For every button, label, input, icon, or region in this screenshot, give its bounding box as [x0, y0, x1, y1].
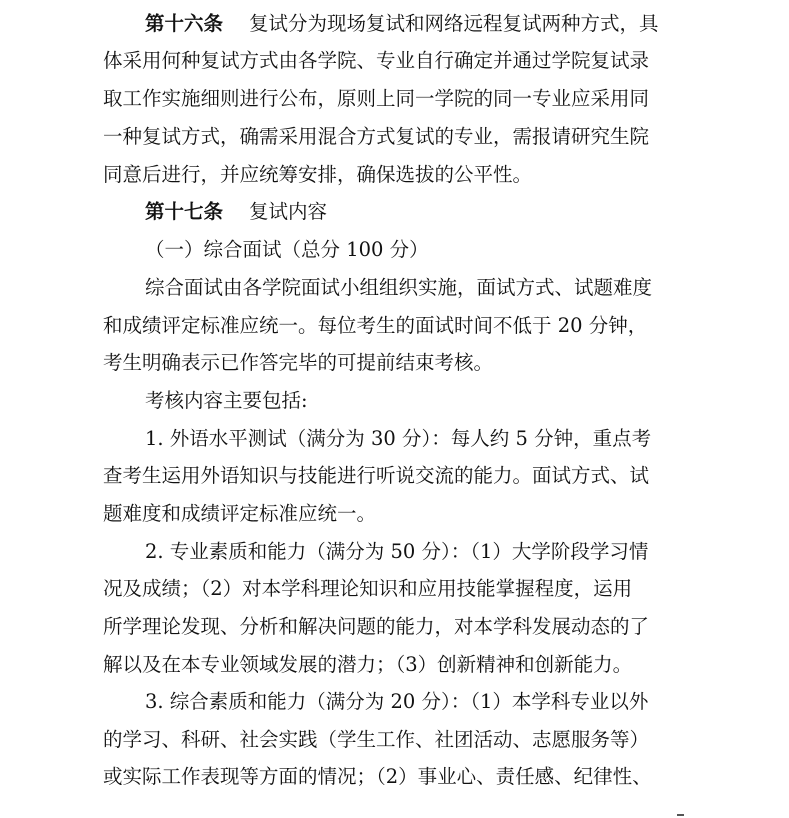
article17-title: 复试内容 [249, 200, 328, 223]
contents-intro: 考核内容主要包括: [145, 389, 308, 412]
page-edge-mark [677, 814, 684, 816]
article16-line-3: 取工作实施细则进行公布，原则上同一学院的同一专业应采用同 [103, 87, 650, 110]
item1-line-2: 查考生运用外语知识与技能进行听说交流的能力。面试方式、试 [103, 464, 650, 487]
article16-line-1 [145, 11, 659, 37]
article16-line-2: 体采用何种复试方式由各学院、专业自行确定并通过学院复试录 [103, 49, 650, 72]
article17-heading-line [145, 199, 327, 225]
article16-line-5: 同意后进行，并应统筹安排，确保选拔的公平性。 [103, 163, 533, 186]
article16-text-1: 复试分为现场复试和网络远程复试两种方式，具 [249, 12, 659, 35]
item2-line-3: 所学理论发现、分析和解决问题的能力，对本学科发展动态的了 [103, 615, 650, 638]
item1-line-3: 题难度和成绩评定标准应统一。 [103, 502, 377, 525]
intro-line-3: 考生明确表示已作答完毕的可提前结束考核。 [103, 351, 494, 374]
article17-subheading: （一）综合面试（总分 100 分） [145, 238, 429, 261]
item3-line-1: 3. 综合素质和能力（满分为 20 分）：（1）本学科专业以外 [145, 690, 649, 713]
item2-line-2: 况及成绩；（2）对本学科理论知识和应用技能掌握程度，运用 [103, 577, 633, 600]
article17-heading: 第十七条 [145, 200, 224, 223]
intro-line-1: 综合面试由各学院面试小组组织实施，面试方式、试题难度 [145, 276, 653, 299]
item2-line-4: 解以及在本专业领域发展的潜力；（3）创新精神和创新能力。 [103, 653, 633, 676]
intro-line-2: 和成绩评定标准应统一。每位考生的面试时间不低于 20 分钟， [103, 314, 648, 337]
item2-line-1: 2. 专业素质和能力（满分为 50 分）：（1）大学阶段学习情 [145, 540, 649, 563]
article16-heading: 第十六条 [145, 12, 224, 35]
article16-line-4: 一种复试方式，确需采用混合方式复试的专业，需报请研究生院 [103, 125, 650, 148]
item1-line-1: 1. 外语水平测试（满分为 30 分）：每人约 5 分钟，重点考 [145, 427, 652, 450]
item3-line-3: 或实际工作表现等方面的情况；（2）事业心、责任感、纪律性、 [103, 765, 652, 788]
item3-line-2: 的学习、科研、社会实践（学生工作、社团活动、志愿服务等） [103, 728, 650, 751]
